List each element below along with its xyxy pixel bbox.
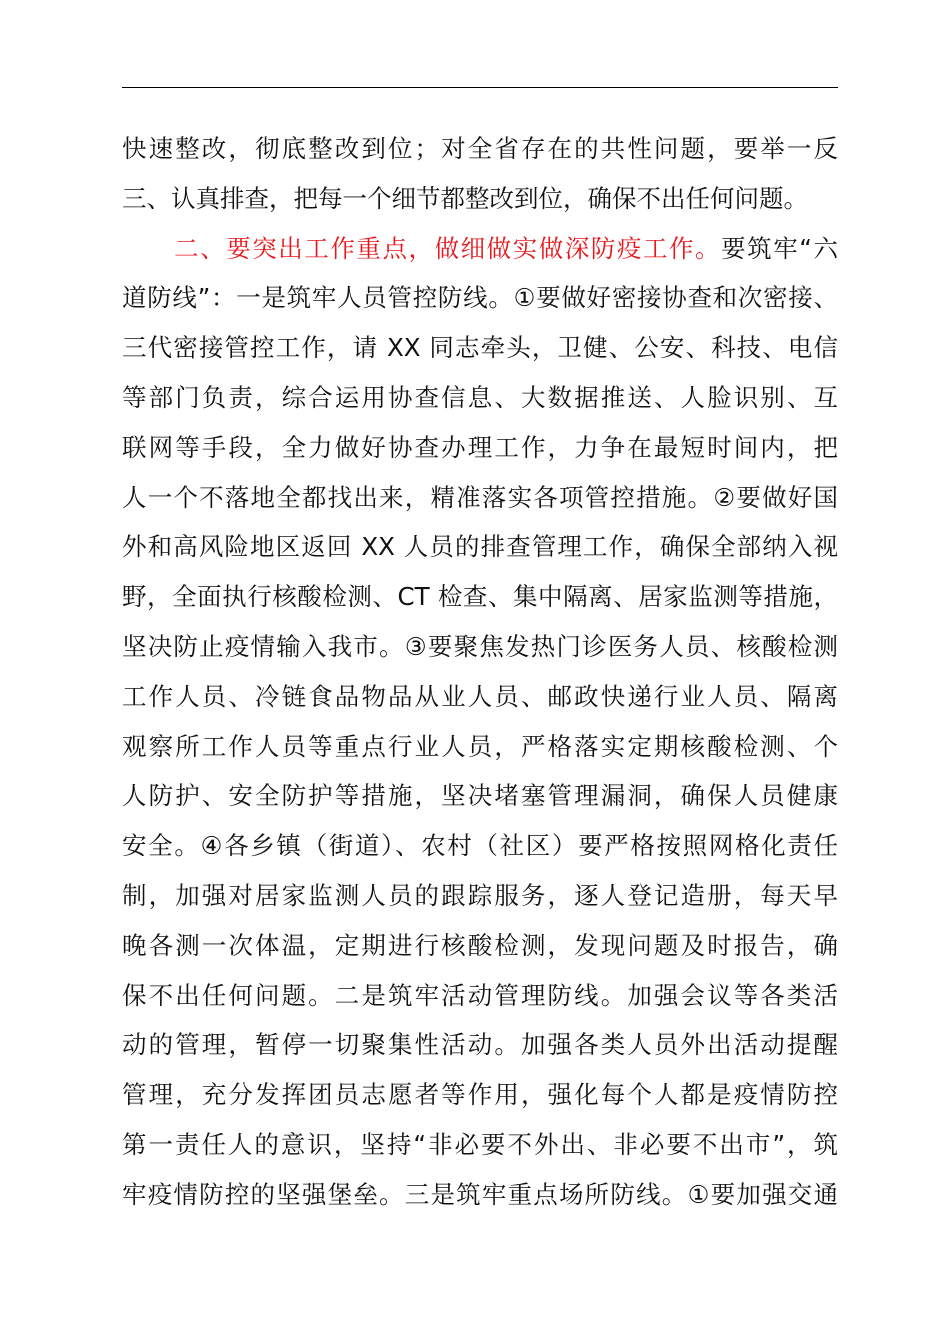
text-line: 三、认真排查，把每一个细节都整改到位，确保不出任何问题。 <box>122 183 808 213</box>
text-line: 工作人员、冷链食品物品从业人员、邮政快递行业人员、隔离 <box>122 681 838 711</box>
text-line: 坚决防止疫情输入我市。③要聚焦发热门诊医务人员、核酸检测 <box>122 631 838 661</box>
text-segment: 要筑牢“六 <box>721 233 838 263</box>
text-line: 保不出任何问题。二是筑牢活动管理防线。加强会议等各类活 <box>122 980 838 1010</box>
text-line: 牢疫情防控的坚强堡垒。三是筑牢重点场所防线。①要加强交通 <box>122 1179 838 1209</box>
section-heading-line <box>122 224 838 274</box>
text-line: 人防护、安全防护等措施，坚决堵塞管理漏洞，确保人员健康 <box>122 781 838 811</box>
text-line: 安全。④各乡镇（街道）、农村（社区）要严格按照网格化责任 <box>122 831 838 861</box>
text-line: 晚各测一次体温，定期进行核酸检测，发现问题及时报告，确 <box>122 930 838 960</box>
text-line: 联网等手段，全力做好协查办理工作，力争在最短时间内，把 <box>122 432 838 462</box>
text-line: 制，加强对居家监测人员的跟踪服务，逐人登记造册，每天早 <box>122 880 838 910</box>
text-line: 动的管理，暂停一切聚集性活动。加强各类人员外出活动提醒 <box>122 1030 838 1060</box>
section-heading: 二、要突出工作重点，做细做实做深防疫工作。 <box>122 233 722 263</box>
text-line: 第一责任人的意识，坚持“非必要不外出、非必要不出市”，筑 <box>122 1129 838 1159</box>
text-line: 三代密接管控工作，请 XX 同志牵头，卫健、公安、科技、电信 <box>122 333 838 363</box>
text-line: 道防线”：一是筑牢人员管控防线。①要做好密接协查和次密接、 <box>122 283 838 313</box>
text-line: 外和高风险地区返回 XX 人员的排查管理工作，确保全部纳入视 <box>122 532 838 562</box>
text-line: 观察所工作人员等重点行业人员，严格落实定期核酸检测、个 <box>122 731 838 761</box>
text-line: 人一个不落地全都找出来，精准落实各项管控措施。②要做好国 <box>122 482 838 512</box>
header-rule <box>122 87 838 88</box>
text-line: 野，全面执行核酸检测、CT 检查、集中隔离、居家监测等措施， <box>122 582 838 612</box>
text-line: 快速整改，彻底整改到位；对全省存在的共性问题，要举一反 <box>122 134 838 163</box>
text-line: 等部门负责，综合运用协查信息、大数据推送、人脸识别、互 <box>122 382 838 412</box>
document-body <box>122 124 838 1220</box>
text-line: 管理，充分发挥团员志愿者等作用，强化每个人都是疫情防控 <box>122 1080 838 1110</box>
